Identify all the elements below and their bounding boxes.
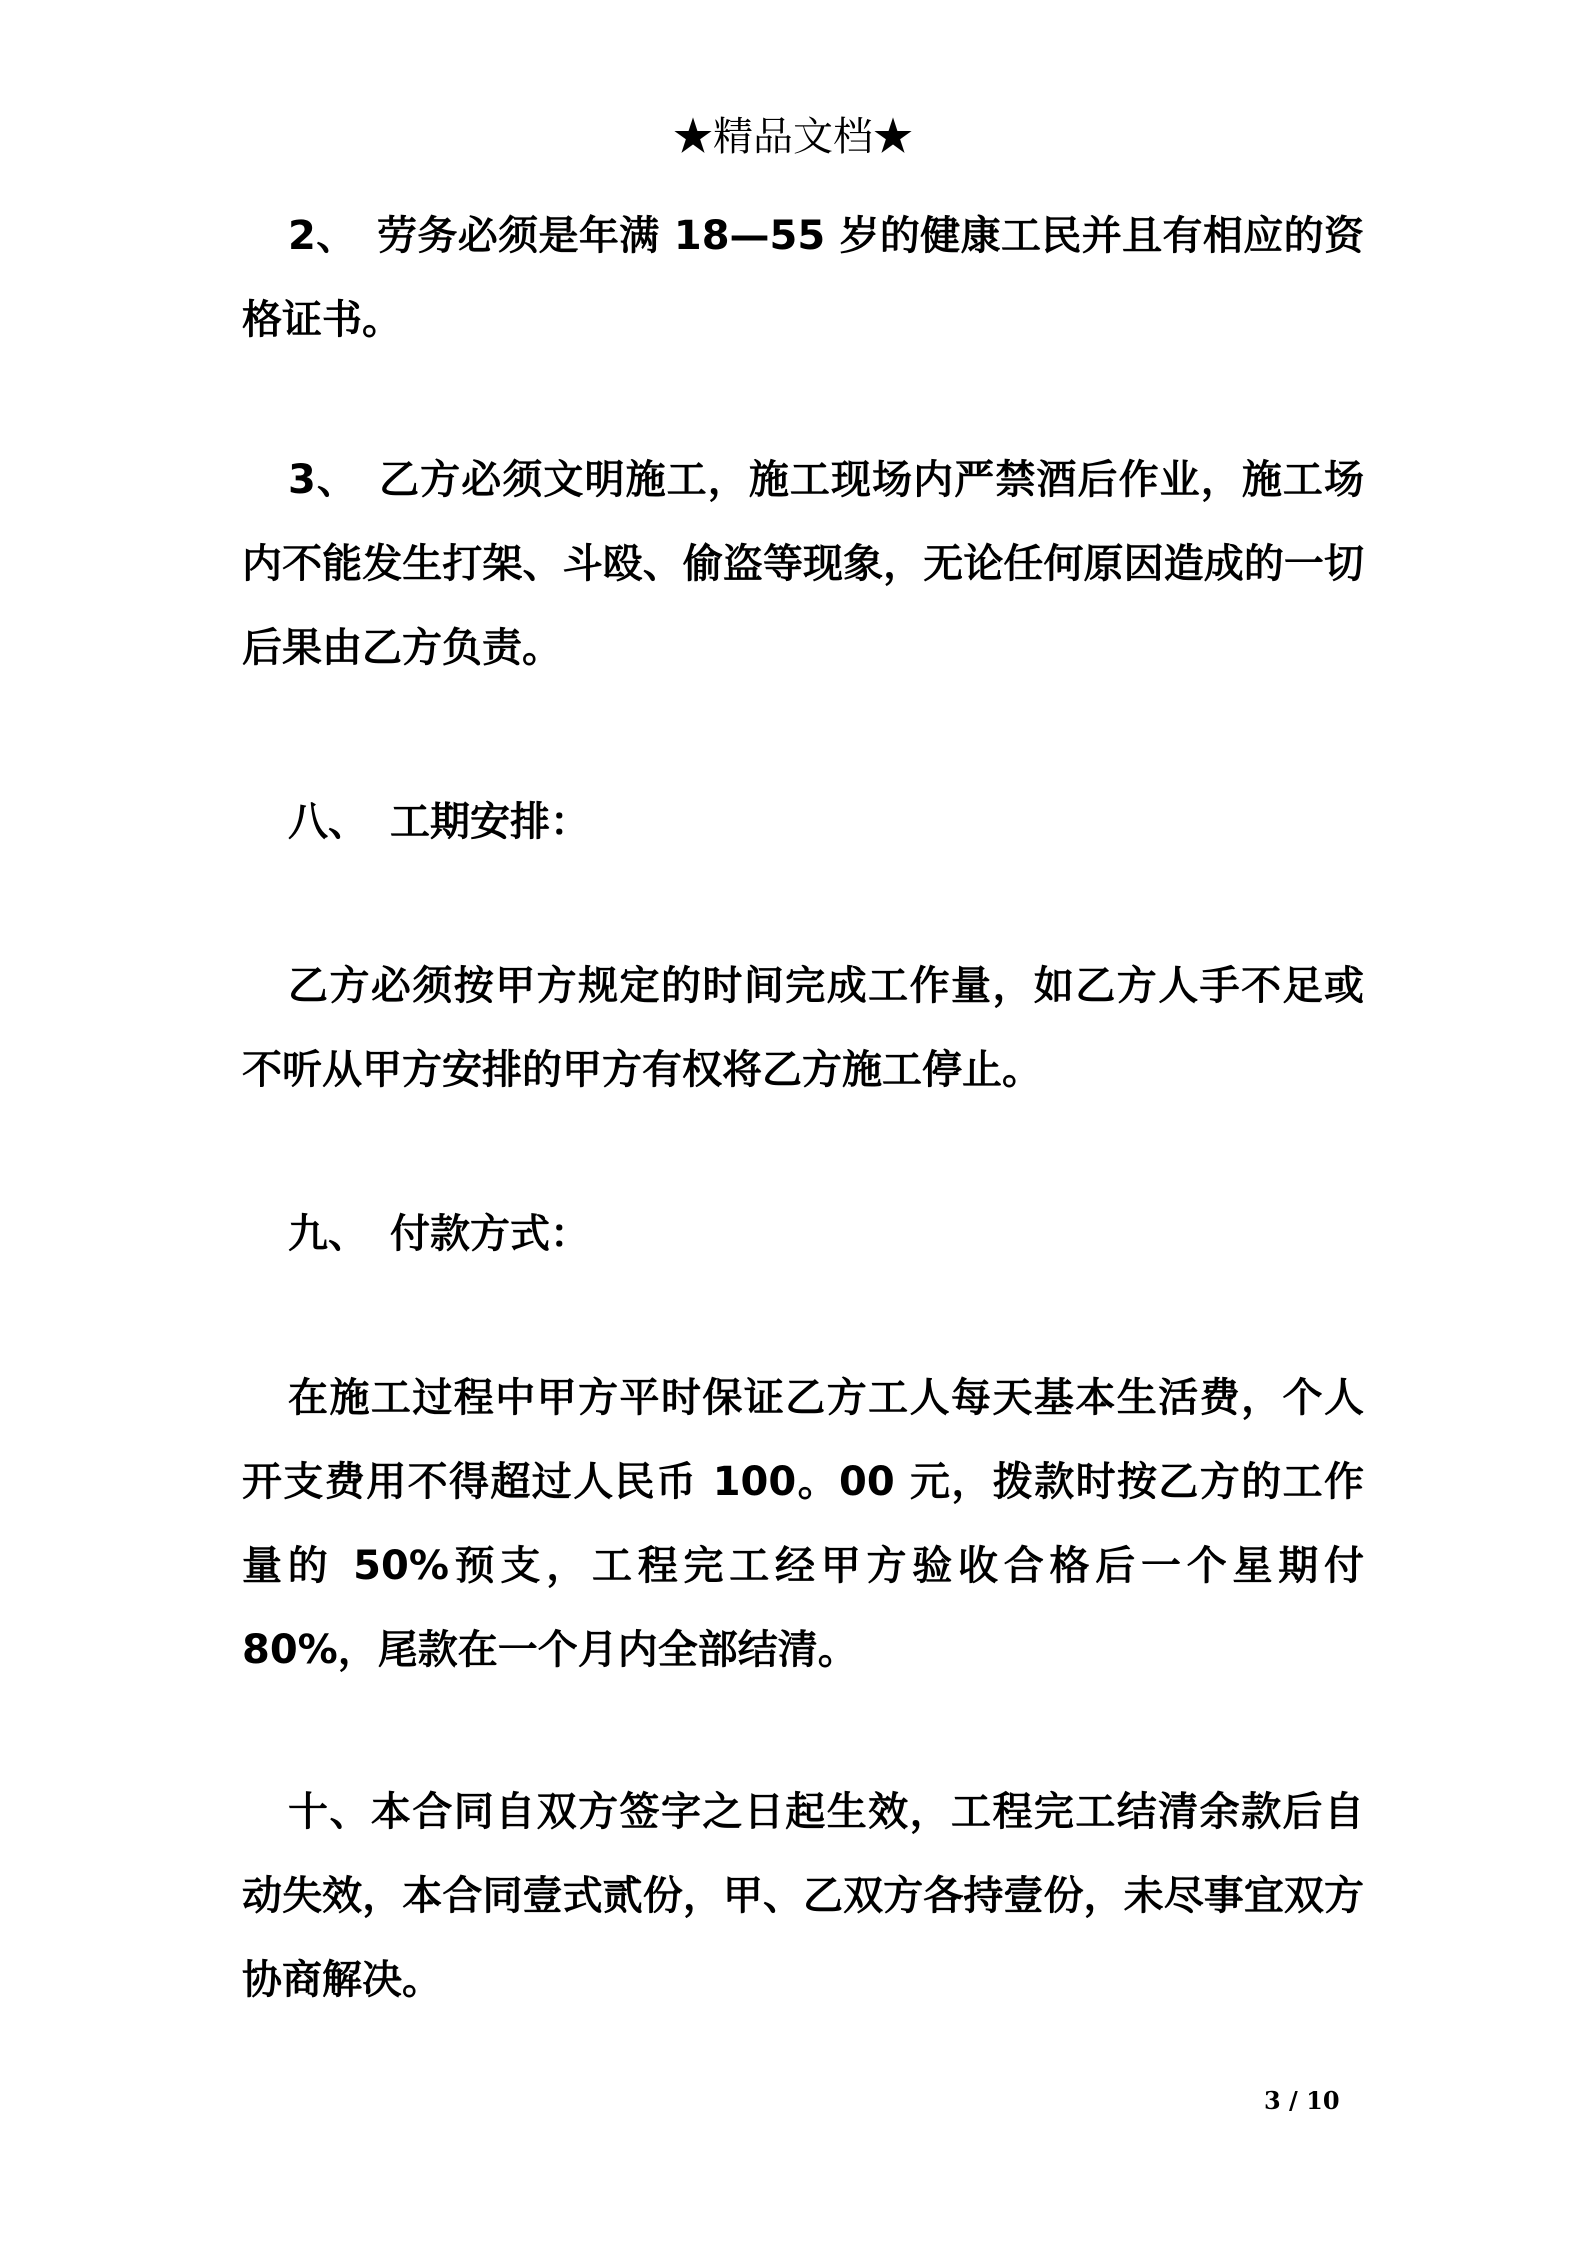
payment-paragraph: 在施工过程中甲方平时保证乙方工人每天基本生活费，个人开支费用不得超过人民币 100。00 元，拨款时按乙方的工作量的 50%预支，工程完工经甲方验收合格后一个星期付 80%，尾款在一个月内全部结清。: [242, 1375, 1364, 1673]
clause-3-paragraph: 3、 乙方必须文明施工，施工现场内严禁酒后作业，施工场内不能发生打架、斗殴、偷盗等现象，无论任何原因造成的一切后果由乙方负责。: [242, 457, 1364, 671]
section-9-title: 付款方式：: [390, 1211, 590, 1257]
section-8-title: 工期安排：: [390, 799, 590, 845]
clause-10-paragraph: 十、本合同自双方签字之日起生效，工程完工结清余款后自动失效，本合同壹式贰份，甲、乙双方各持壹份，未尽事宜双方协商解决。: [242, 1789, 1364, 2003]
document-header-title: ★精品文档★: [673, 114, 913, 160]
schedule-paragraph: 乙方必须按甲方规定的时间完成工作量，如乙方人手不足或不听从甲方安排的甲方有权将乙方施工停止。: [242, 963, 1364, 1093]
section-8-heading: [288, 780, 590, 864]
section-8-number: 八、: [288, 799, 368, 845]
page-number: 3 / 10: [1264, 2086, 1340, 2115]
section-9-heading: [288, 1192, 590, 1276]
clause-2-paragraph: 2、 劳务必须是年满 18—55 岁的健康工民并且有相应的资格证书。: [242, 213, 1364, 343]
section-9-number: 九、: [288, 1211, 368, 1257]
